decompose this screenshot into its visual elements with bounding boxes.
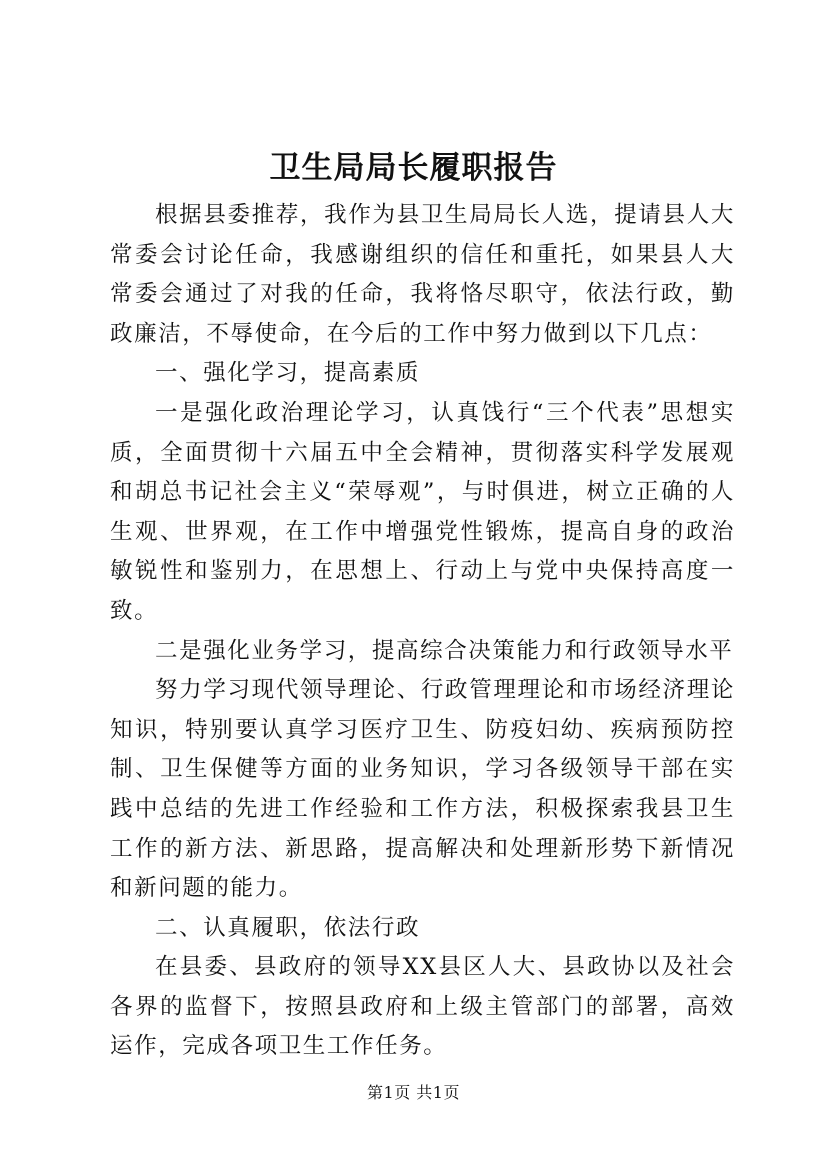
page-footer: 第1页 共1页 <box>367 1083 460 1102</box>
paragraph-administration: 在县委、县政府的领导XX县区人大、县政协以及社会各界的监督下，按照县政府和上级主管部门的部署，高效运作，完成各项卫生工作任务。 <box>110 954 735 1060</box>
section-heading-1: 一、强化学习，提高素质 <box>155 360 421 387</box>
section-heading-2: 二、认真履职，依法行政 <box>155 914 421 941</box>
paragraph-business-study: 努力学习现代领导理论、行政管理理论和市场经济理论知识，特别要认真学习医疗卫生、防疫妇幼、疾病预防控制、卫生保健等方面的业务知识，学习各级领导干部在实践中总结的先进工作经验和工作方法，积极探索我县卫生工作的新方法、新思路，提高解决和处理新形势下新情况和新问题的能力。 <box>110 677 735 902</box>
paragraph-political-study: 一是强化政治理论学习，认真饯行“三个代表”思想实质，全面贯彻十六届五中全会精神，贯彻落实科学发展观和胡总书记社会主义“荣辱观”，与时俱进，树立正确的人生观、世界观，在工作中增强党性锻炼，提高自身的政治敏锐性和鉴别力，在思想上、行动上与党中央保持高度一致。 <box>110 399 735 624</box>
subsection-heading-business-study: 二是强化业务学习，提高综合决策能力和行政领导水平 <box>155 637 734 664</box>
paragraph-intro: 根据县委推荐，我作为县卫生局局长人选，提请县人大常委会讨论任命，我感谢组织的信任和重托，如果县人大常委会通过了对我的任命，我将恪尽职守，依法行政，勤政廉洁，不辱使命，在今后的工作中努力做到以下几点： <box>110 202 735 347</box>
document-body <box>110 196 735 1067</box>
document-title: 卫生局局长履职报告 <box>269 150 558 186</box>
